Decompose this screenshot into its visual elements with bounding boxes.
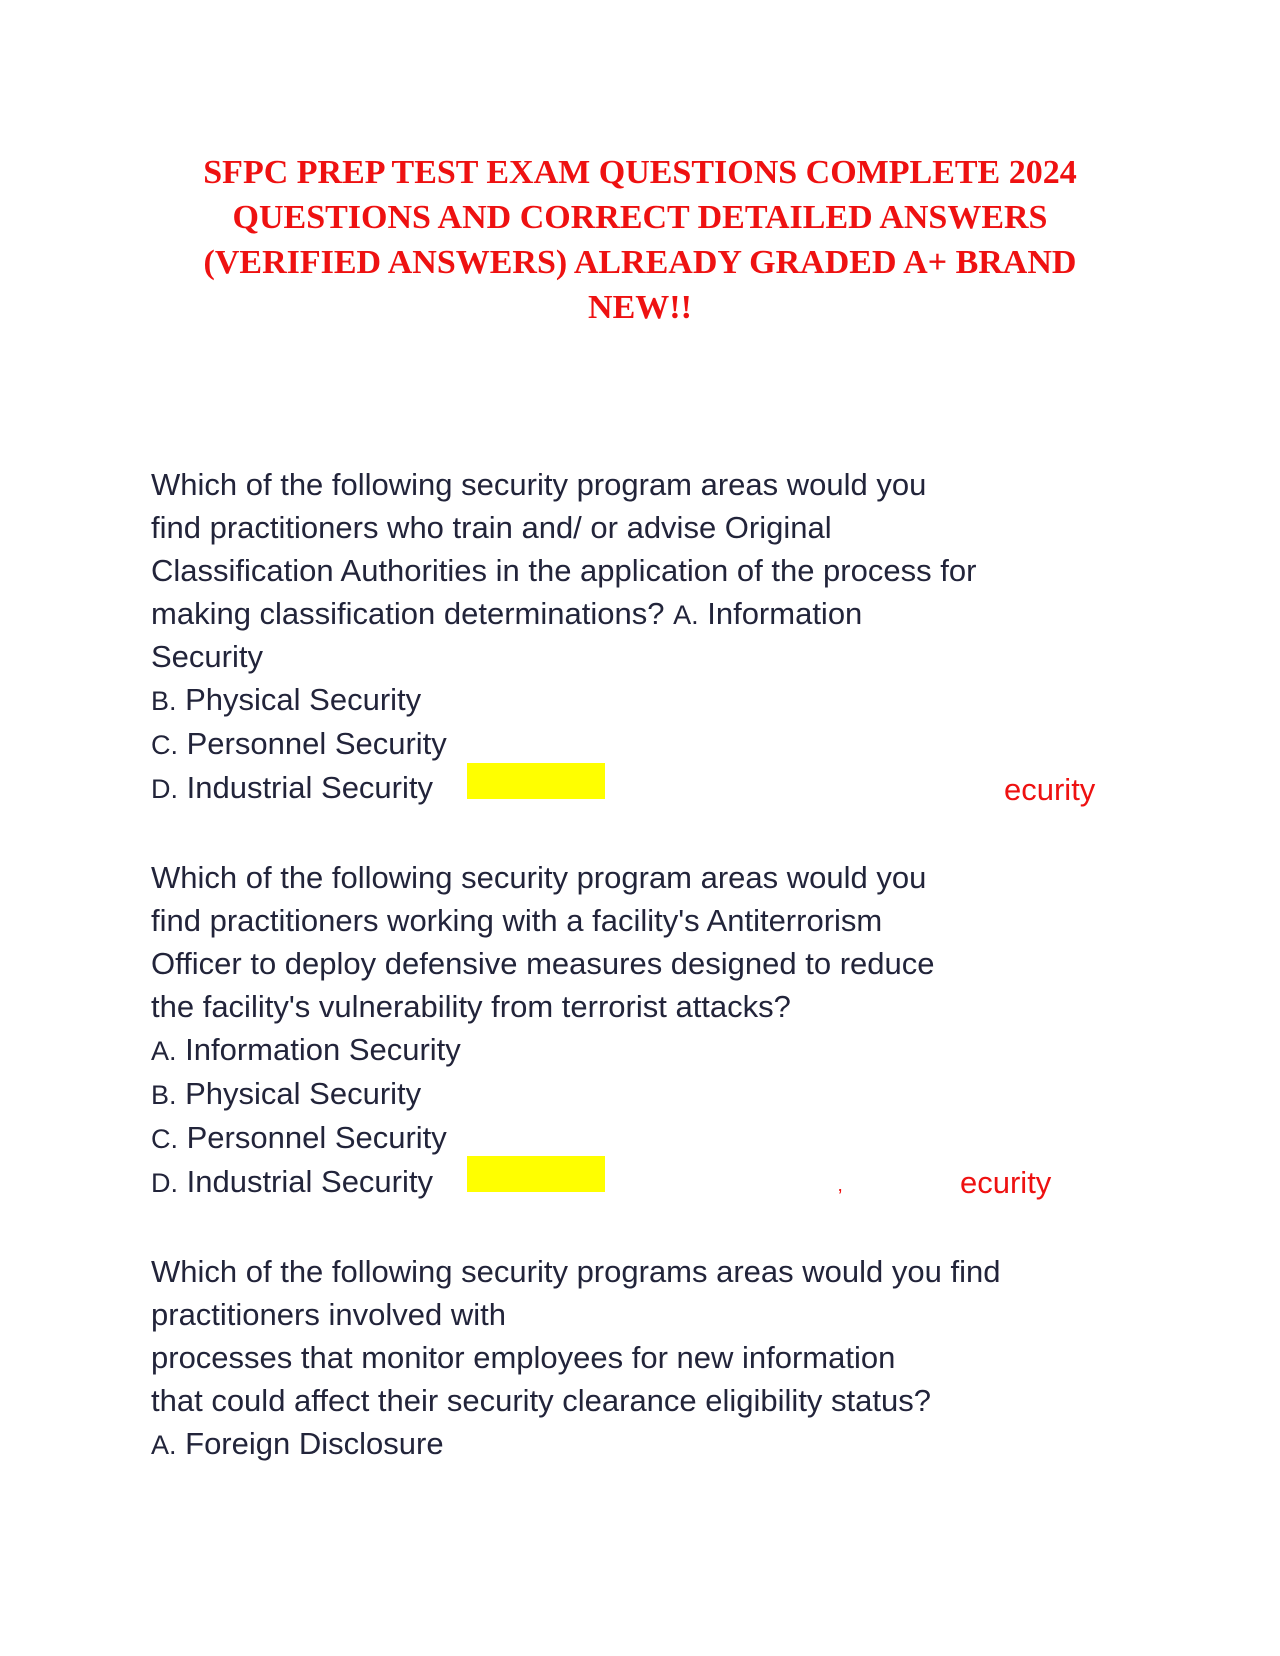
option-text: Personnel Security [178,726,447,761]
option-letter: D. [151,1168,178,1198]
question-1-line: Classification Authorities in the application of the process for [151,553,977,588]
option-text: Physical Security [176,1076,422,1111]
option-text: Foreign Disclosure [176,1426,444,1461]
option-letter: C. [151,730,178,760]
option-c [151,1116,935,1160]
question-2-line: Officer to deploy defensive measures designed to reduce [151,946,935,981]
option-c [151,722,976,766]
question-2-line: the facility's vulnerability from terrorist attacks? [151,989,791,1024]
question-1 [151,463,976,810]
question-3-line: Which of the following security programs areas would you find [151,1254,1001,1289]
answer-highlight [467,763,605,799]
title-line: NEW!! [588,289,692,326]
question-3 [151,1250,1000,1466]
option-a [151,1028,935,1072]
option-text: Information [698,596,863,631]
option-text: Industrial Security [178,1164,433,1199]
title-line: QUESTIONS AND CORRECT DETAILED ANSWERS [232,199,1048,236]
option-letter: B. [151,1080,177,1110]
question-2-line: find practitioners working with a facility's Antiterrorism [151,903,883,938]
question-3-line: that could affect their security clearance eligibility status? [151,1383,931,1418]
option-text: Physical Security [176,682,422,717]
question-3-line: practitioners involved with [151,1297,506,1332]
title-line: (VERIFIED ANSWERS) ALREADY GRADED A+ BRAND [203,244,1077,281]
option-b [151,1072,935,1116]
answer-fragment: ecurity [1004,772,1096,807]
document-title [140,150,1140,330]
option-letter: A. [151,1430,177,1460]
question-1-line [151,592,976,635]
option-letter: A. [151,1036,177,1066]
question-3-line: processes that monitor employees for new information [151,1340,896,1375]
question-1-line-text: making classification determinations? [151,596,674,631]
option-letter: B. [151,686,177,716]
question-2 [151,856,935,1204]
answer-fragment: ecurity [960,1165,1052,1200]
option-text: Personnel Security [178,1120,447,1155]
question-1-line: Security [151,639,263,674]
answer-highlight [467,1156,605,1192]
answer-fragment-tick: ʼ [838,1187,843,1209]
question-2-line: Which of the following security program areas would you [151,860,927,895]
option-text: Information Security [176,1032,461,1067]
title-line: SFPC PREP TEST EXAM QUESTIONS COMPLETE 2024 [203,154,1077,191]
option-text: Industrial Security [178,770,433,805]
question-1-line: find practitioners who train and/ or advise Original [151,510,832,545]
option-a [151,1422,1000,1466]
option-b [151,678,976,722]
option-letter: D. [151,774,178,804]
option-letter: C. [151,1124,178,1154]
option-letter: A. [673,600,699,630]
question-1-line: Which of the following security program areas would you [151,467,927,502]
